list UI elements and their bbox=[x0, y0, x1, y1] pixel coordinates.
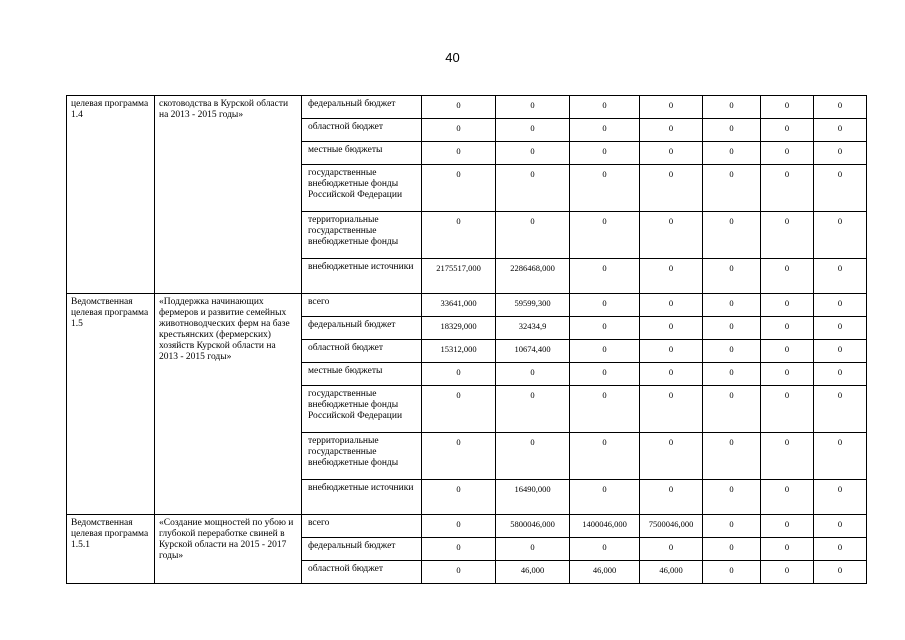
value-cell: 18329,000 bbox=[422, 317, 496, 340]
value-cell: 0 bbox=[422, 538, 496, 561]
value-cell: 0 bbox=[640, 165, 703, 212]
value-cell: 0 bbox=[422, 433, 496, 480]
table-row bbox=[67, 96, 867, 119]
value-cell: 0 bbox=[814, 294, 867, 317]
value-cell: 0 bbox=[761, 561, 814, 584]
value-cell: 0 bbox=[814, 212, 867, 259]
value-cell: 0 bbox=[761, 96, 814, 119]
funding-source-cell: внебюджетные источники bbox=[302, 259, 422, 294]
value-cell: 46,000 bbox=[640, 561, 703, 584]
value-cell: 0 bbox=[703, 119, 761, 142]
value-cell: 0 bbox=[570, 294, 640, 317]
value-cell: 0 bbox=[422, 386, 496, 433]
funding-source-cell: местные бюджеты bbox=[302, 142, 422, 165]
funding-source-cell: внебюджетные источники bbox=[302, 480, 422, 515]
value-cell: 2175517,000 bbox=[422, 259, 496, 294]
value-cell: 0 bbox=[496, 142, 570, 165]
value-cell: 0 bbox=[814, 515, 867, 538]
value-cell: 0 bbox=[570, 340, 640, 363]
table-row bbox=[67, 294, 867, 317]
value-cell: 0 bbox=[640, 480, 703, 515]
value-cell: 0 bbox=[640, 317, 703, 340]
value-cell: 0 bbox=[703, 212, 761, 259]
page-number: 40 bbox=[445, 50, 460, 65]
value-cell: 0 bbox=[640, 386, 703, 433]
funding-source-cell: местные бюджеты bbox=[302, 363, 422, 386]
value-cell: 33641,000 bbox=[422, 294, 496, 317]
value-cell: 0 bbox=[814, 538, 867, 561]
program-code-cell: Ведомственная целевая программа 1.5.1 bbox=[67, 515, 155, 584]
value-cell: 46,000 bbox=[570, 561, 640, 584]
budget-table bbox=[66, 95, 867, 584]
value-cell: 0 bbox=[703, 386, 761, 433]
value-cell: 0 bbox=[761, 142, 814, 165]
funding-source-cell: всего bbox=[302, 515, 422, 538]
value-cell: 0 bbox=[761, 386, 814, 433]
funding-source-cell: федеральный бюджет bbox=[302, 538, 422, 561]
value-cell: 0 bbox=[640, 340, 703, 363]
value-cell: 0 bbox=[814, 363, 867, 386]
program-code-cell: Ведомственная целевая программа 1.5 bbox=[67, 294, 155, 515]
value-cell: 0 bbox=[496, 386, 570, 433]
value-cell: 0 bbox=[570, 165, 640, 212]
value-cell: 0 bbox=[640, 538, 703, 561]
value-cell: 0 bbox=[761, 515, 814, 538]
funding-source-cell: областной бюджет bbox=[302, 340, 422, 363]
value-cell: 0 bbox=[761, 119, 814, 142]
value-cell: 0 bbox=[570, 142, 640, 165]
value-cell: 0 bbox=[570, 119, 640, 142]
value-cell: 0 bbox=[640, 433, 703, 480]
value-cell: 0 bbox=[496, 119, 570, 142]
program-code-cell: целевая программа 1.4 bbox=[67, 96, 155, 294]
value-cell: 0 bbox=[703, 561, 761, 584]
value-cell: 0 bbox=[814, 165, 867, 212]
value-cell: 0 bbox=[640, 119, 703, 142]
value-cell: 0 bbox=[814, 317, 867, 340]
value-cell: 0 bbox=[640, 96, 703, 119]
value-cell: 0 bbox=[703, 259, 761, 294]
value-cell: 0 bbox=[640, 212, 703, 259]
value-cell: 0 bbox=[570, 433, 640, 480]
value-cell: 16490,000 bbox=[496, 480, 570, 515]
value-cell: 0 bbox=[640, 363, 703, 386]
program-name-cell: скотоводства в Курской области на 2013 - 2015 годы» bbox=[155, 96, 302, 294]
value-cell: 0 bbox=[761, 259, 814, 294]
value-cell: 0 bbox=[422, 119, 496, 142]
funding-source-cell: всего bbox=[302, 294, 422, 317]
value-cell: 0 bbox=[640, 142, 703, 165]
value-cell: 0 bbox=[761, 165, 814, 212]
value-cell: 0 bbox=[814, 119, 867, 142]
value-cell: 0 bbox=[761, 317, 814, 340]
funding-source-cell: областной бюджет bbox=[302, 119, 422, 142]
value-cell: 0 bbox=[761, 294, 814, 317]
value-cell: 0 bbox=[422, 561, 496, 584]
value-cell: 0 bbox=[640, 294, 703, 317]
value-cell: 0 bbox=[814, 561, 867, 584]
funding-source-cell: государственные внебюджетные фонды Российской Федерации bbox=[302, 386, 422, 433]
value-cell: 0 bbox=[570, 96, 640, 119]
funding-source-cell: федеральный бюджет bbox=[302, 96, 422, 119]
value-cell: 0 bbox=[570, 212, 640, 259]
value-cell: 15312,000 bbox=[422, 340, 496, 363]
value-cell: 32434,9 bbox=[496, 317, 570, 340]
value-cell: 0 bbox=[703, 96, 761, 119]
value-cell: 0 bbox=[496, 363, 570, 386]
value-cell: 0 bbox=[496, 165, 570, 212]
value-cell: 0 bbox=[496, 212, 570, 259]
value-cell: 0 bbox=[640, 259, 703, 294]
value-cell: 0 bbox=[422, 142, 496, 165]
program-name-cell: «Поддержка начинающих фермеров и развитие семейных животноводческих ферм на базе крестьянских (фермерских) хозяйств Курской области на 2013 - 2015 годы» bbox=[155, 294, 302, 515]
value-cell: 0 bbox=[703, 317, 761, 340]
funding-source-cell: территориальные государственные внебюджетные фонды bbox=[302, 212, 422, 259]
value-cell: 0 bbox=[703, 165, 761, 212]
value-cell: 0 bbox=[703, 142, 761, 165]
value-cell: 0 bbox=[703, 538, 761, 561]
value-cell: 0 bbox=[422, 96, 496, 119]
funding-source-cell: государственные внебюджетные фонды Российской Федерации bbox=[302, 165, 422, 212]
value-cell: 0 bbox=[703, 515, 761, 538]
value-cell: 7500046,000 bbox=[640, 515, 703, 538]
value-cell: 0 bbox=[496, 433, 570, 480]
value-cell: 0 bbox=[570, 259, 640, 294]
value-cell: 0 bbox=[570, 317, 640, 340]
value-cell: 0 bbox=[422, 515, 496, 538]
value-cell: 0 bbox=[761, 480, 814, 515]
value-cell: 46,000 bbox=[496, 561, 570, 584]
value-cell: 0 bbox=[761, 538, 814, 561]
value-cell: 0 bbox=[814, 386, 867, 433]
value-cell: 10674,400 bbox=[496, 340, 570, 363]
funding-source-cell: федеральный бюджет bbox=[302, 317, 422, 340]
value-cell: 0 bbox=[570, 480, 640, 515]
value-cell: 0 bbox=[761, 212, 814, 259]
value-cell: 0 bbox=[422, 363, 496, 386]
value-cell: 0 bbox=[496, 96, 570, 119]
value-cell: 0 bbox=[761, 363, 814, 386]
value-cell: 2286468,000 bbox=[496, 259, 570, 294]
value-cell: 0 bbox=[422, 165, 496, 212]
value-cell: 0 bbox=[570, 386, 640, 433]
value-cell: 1400046,000 bbox=[570, 515, 640, 538]
value-cell: 0 bbox=[703, 340, 761, 363]
table-row bbox=[67, 515, 867, 538]
program-name-cell: «Создание мощностей по убою и глубокой переработке свиней в Курской области на 2015 - 2017 годы» bbox=[155, 515, 302, 584]
value-cell: 0 bbox=[703, 363, 761, 386]
value-cell: 0 bbox=[703, 294, 761, 317]
value-cell: 0 bbox=[422, 212, 496, 259]
value-cell: 59599,300 bbox=[496, 294, 570, 317]
value-cell: 0 bbox=[496, 538, 570, 561]
value-cell: 5800046,000 bbox=[496, 515, 570, 538]
value-cell: 0 bbox=[703, 480, 761, 515]
value-cell: 0 bbox=[814, 433, 867, 480]
value-cell: 0 bbox=[814, 480, 867, 515]
value-cell: 0 bbox=[570, 363, 640, 386]
value-cell: 0 bbox=[814, 142, 867, 165]
value-cell: 0 bbox=[761, 340, 814, 363]
value-cell: 0 bbox=[703, 433, 761, 480]
value-cell: 0 bbox=[570, 538, 640, 561]
value-cell: 0 bbox=[761, 433, 814, 480]
funding-source-cell: областной бюджет bbox=[302, 561, 422, 584]
funding-source-cell: территориальные государственные внебюджетные фонды bbox=[302, 433, 422, 480]
value-cell: 0 bbox=[814, 259, 867, 294]
value-cell: 0 bbox=[814, 96, 867, 119]
value-cell: 0 bbox=[814, 340, 867, 363]
value-cell: 0 bbox=[422, 480, 496, 515]
